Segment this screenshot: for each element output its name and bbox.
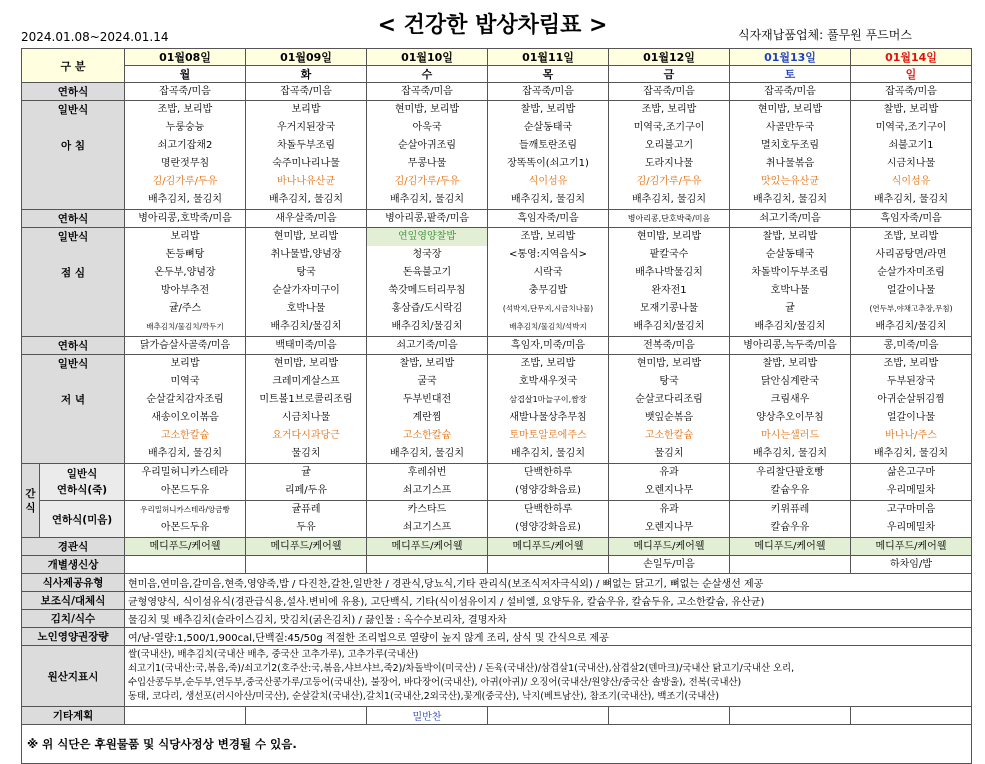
menu-cell: 흑임자죽/미음 xyxy=(851,210,972,228)
origin-text: 쌀(국내산), 배추김치(국내산 배추, 중국산 고추가루), 고추가루(국내산) 쇠고기1(국내산:국,볶음,죽)/쇠고기2(호주산:국,볶음,샤브샤브,죽2)/차돌박이(미국산) / 돈육(국내산)/삼겹살1(국내산),삼겹살2(덴마크)/국내산 닭고기/국내산 오리, 수입산콩두부,순두부,연두부,중국산콩가루/고등어(국내산), 불장어, 바다장어(국내산), 아귀(아귀)/ 오징어(국내산/원양산/중국산 솔방울), 전복(국내산) 동태, 코다리, 생선포(러시아산/미국산), 순살갈치(국내산),갈치1(국내산,2외국산),꽃게(중국산), 낙지(베트남산), 참조기(국내산), 백조기(국내산) xyxy=(125,646,972,707)
date-cell-saturday: 01월13일 xyxy=(730,49,851,66)
menu-cell: 잡곡죽/미음 xyxy=(246,83,367,101)
menu-cell: 현미밥, 보리밥 사골만두국 멸치호두조림 취나물볶음 맛있는유산균 배추김치, 물김치 xyxy=(730,101,851,210)
weekday-cell: 수 xyxy=(367,66,488,83)
menu-cell: 쇠고기죽/미음 xyxy=(730,210,851,228)
menu-cell: 흑임자죽/미음 xyxy=(488,210,609,228)
menu-cell xyxy=(367,556,488,574)
menu-cell: 닭가슴살사골죽/미음 xyxy=(125,337,246,355)
enteral-row xyxy=(22,538,972,556)
menu-cell: 쇠고기죽/미음 xyxy=(367,337,488,355)
row-label: 연하식 xyxy=(22,83,125,101)
dinner-soft-row xyxy=(22,337,972,355)
plan-cell xyxy=(488,707,609,725)
page-title: < 건강한 밥상차림표 > xyxy=(377,13,608,38)
menu-cell: 유과 오렌지나무 xyxy=(609,464,730,501)
menu-cell: 조밥, 보리밥 <통영:지역음식> 시락국 충무김밥 (석박지,단무지,시금치나물) 배추김치/물김치/석박지 xyxy=(488,228,609,337)
breakfast-row xyxy=(22,101,972,210)
row-label: 기타계획 xyxy=(22,707,125,725)
menu-cell: 고구마미음 우리메밀차 xyxy=(851,501,972,538)
menu-cell: 찰밥, 보리밥 미역국,조기구이 쇠불고기1 시금치나물 식이섬유 배추김치, 물김치 xyxy=(851,101,972,210)
info-text: 여/남-열량:1,500/1,900cal,단백질:45/50g 적절한 조리법으로 열량이 높지 않게 조리, 삼식 및 간식으로 제공 xyxy=(125,628,972,646)
menu-cell: 백태미죽/미음 xyxy=(246,337,367,355)
weekday-cell-saturday: 토 xyxy=(730,66,851,83)
menu-cell: 콩,미죽/미음 xyxy=(851,337,972,355)
meal-label: 점 심 xyxy=(61,267,85,279)
menu-cell: 찰밥, 보리밥 순살동태국 들깨토란조림 장똑똑이(쇠고기1) 식이섬유 배추김치, 물김치 xyxy=(488,101,609,210)
menu-cell: 연잎영양찰밥 청국장 돈육불고기 쑥갓메드터리무침 홍삼즙/도시락김 배추김치/물김치 xyxy=(367,228,488,337)
menu-cell: 하차임/밥 xyxy=(851,556,972,574)
menu-cell: 전복죽/미음 xyxy=(609,337,730,355)
menu-cell: 메디푸드/케어웰 xyxy=(125,538,246,556)
plan-cell xyxy=(125,707,246,725)
menu-cell: 단백한하루 (영양강화음료) xyxy=(488,464,609,501)
lunch-soft-row xyxy=(22,210,972,228)
menu-cell: 보리밥 돈등뼈탕 온두부,양념장 방아부추전 귤/주스 배추김치/물김치/깍두기 xyxy=(125,228,246,337)
row-label xyxy=(22,355,125,464)
row-label xyxy=(22,228,125,337)
menu-cell: 카스타드 쇠고기스프 xyxy=(367,501,488,538)
info-text: 현미음,연미음,갈미음,현죽,영양죽,밥 / 다진찬,갈찬,일반찬 / 경관식,당뇨식,기타 관리식(보조식저자극식외) / 뼈없는 닭고기, 뼈없는 순살생선 제공 xyxy=(125,574,972,592)
menu-cell: 메디푸드/케어웰 xyxy=(367,538,488,556)
plan-cell xyxy=(609,707,730,725)
menu-table xyxy=(21,48,972,764)
menu-cell: 현미밥, 보리밥 팥칼국수 배추나박물김치 완자전1 모재기콩나물 배추김치/물김치 xyxy=(609,228,730,337)
menu-cell: 병아리콩,녹두죽/미음 xyxy=(730,337,851,355)
breakfast-soft-row xyxy=(22,83,972,101)
menu-cell: 손일두/미음 xyxy=(609,556,730,574)
menu-cell: 조밥, 보리밥 누룽숭늉 쇠고기잡채2 명란젓무침 김/김가루/두유 배추김치, 물김치 xyxy=(125,101,246,210)
snack-label: 간식 xyxy=(22,464,40,538)
menu-cell: 잡곡죽/미음 xyxy=(125,83,246,101)
menu-cell: 병아리콩,단호박죽/미음 xyxy=(609,210,730,228)
snack-soft-row xyxy=(22,501,972,538)
menu-cell: 현미밥, 보리밥 탕국 순살코다리조림 뱃잎순볶음 고소한칼슘 물김치 xyxy=(609,355,730,464)
menu-cell: 잡곡죽/미음 xyxy=(367,83,488,101)
menu-cell: 키위퓨레 칼슘우유 xyxy=(730,501,851,538)
menu-cell: 잡곡죽/미음 xyxy=(609,83,730,101)
menu-cell: 메디푸드/케어웰 xyxy=(488,538,609,556)
menu-cell: 메디푸드/케어웰 xyxy=(851,538,972,556)
row-label: 노인영양권장량 xyxy=(22,628,125,646)
menu-cell: 현미밥, 보리밥 크레미게살스프 미트볼1브로콜리조림 시금치나물 요거다시과당근 물김치 xyxy=(246,355,367,464)
weekday-cell: 화 xyxy=(246,66,367,83)
row-label: 식사제공유형 xyxy=(22,574,125,592)
menu-cell: 잡곡죽/미음 xyxy=(730,83,851,101)
menu-cell: 새우살죽/미음 xyxy=(246,210,367,228)
lunch-row xyxy=(22,228,972,337)
row-label: 연하식(미음) xyxy=(40,501,125,538)
elderly-row xyxy=(22,628,972,646)
date-cell: 01월09일 xyxy=(246,49,367,66)
row-label: 연하식 xyxy=(22,210,125,228)
menu-cell: 찰밥, 보리밥 순살동태국 차돌박이두부조림 호박나물 귤 배추김치/물김치 xyxy=(730,228,851,337)
menu-cell: 삶은고구마 우리메밀차 xyxy=(851,464,972,501)
date-row xyxy=(22,49,972,66)
row-label: 보조식/대체식 xyxy=(22,592,125,610)
weekday-cell: 금 xyxy=(609,66,730,83)
menu-cell: 우리찰단팥호빵 칼슘우유 xyxy=(730,464,851,501)
menu-cell xyxy=(246,556,367,574)
date-range: 2024.01.08~2024.01.14 xyxy=(21,30,169,44)
category-header: 구 분 xyxy=(22,49,125,83)
date-cell: 01월11일 xyxy=(488,49,609,66)
regular-label: 일반식 xyxy=(57,231,89,243)
menu-cell: 우리밀허니카스테라/앙금빵 아몬드두유 xyxy=(125,501,246,538)
menu-cell xyxy=(125,556,246,574)
menu-cell: 메디푸드/케어웰 xyxy=(609,538,730,556)
supplements-row xyxy=(22,592,972,610)
row-label: 경관식 xyxy=(22,538,125,556)
row-label: 일반식 연하식(죽) xyxy=(40,464,125,501)
menu-cell: 흑임자,미죽/미음 xyxy=(488,337,609,355)
menu-cell: 병아리콩,호박죽/미음 xyxy=(125,210,246,228)
menu-cell: 잡곡죽/미음 xyxy=(488,83,609,101)
menu-cell: 단백한하루 (영양강화음료) xyxy=(488,501,609,538)
plan-cell xyxy=(730,707,851,725)
info-text: 균형영양식, 식이섬유식(경관급식용,설사.변비에 유용), 고단백식, 기타(식이섬유이지 / 설비엘, 요양두유, 칼슘우유, 칼슘두유, 고소한칼슘, 유산균) xyxy=(125,592,972,610)
footer-note: ※ 위 식단은 후원물품 및 식당사정상 변경될 수 있음. xyxy=(22,725,972,764)
origin-row xyxy=(22,646,972,707)
menu-cell: 후레쉬번 쇠고기스프 xyxy=(367,464,488,501)
menu-cell: 조밥, 보리밥 두부된장국 아귀순살튀김찜 얼갈이나물 바나나/주스 배추김치, 물김치 xyxy=(851,355,972,464)
menu-cell: 현미밥, 보리밥 아욱국 순살아귀조림 무콩나물 김/김가루/두유 배추김치, 물김치 xyxy=(367,101,488,210)
weekday-cell-sunday: 일 xyxy=(851,66,972,83)
date-cell: 01월12일 xyxy=(609,49,730,66)
personal-row xyxy=(22,556,972,574)
menu-cell: 찰밥, 보리밥 굴국 두부빈대전 계란찜 고소한칼슘 배추김치, 물김치 xyxy=(367,355,488,464)
meal-label: 아 침 xyxy=(61,140,85,152)
date-cell: 01월08일 xyxy=(125,49,246,66)
supplier-label: 식자재납품업체: 풀무원 푸드머스 xyxy=(738,28,912,42)
menu-cell: 귤 리페/두유 xyxy=(246,464,367,501)
weekday-cell: 월 xyxy=(125,66,246,83)
regular-label: 일반식 xyxy=(57,358,89,370)
row-label: 김치/식수 xyxy=(22,610,125,628)
menu-cell: 현미밥, 보리밥 취나물밥,양념장 탕국 순살가자미구이 호박나물 배추김치/물김치 xyxy=(246,228,367,337)
menu-cell: 병아리콩,팥죽/미음 xyxy=(367,210,488,228)
weekday-cell: 목 xyxy=(488,66,609,83)
weekday-row xyxy=(22,66,972,83)
meal-label: 저 녁 xyxy=(61,394,85,406)
menu-cell xyxy=(488,556,609,574)
plan-cell: 밀반찬 xyxy=(367,707,488,725)
menu-cell: 메디푸드/케어웰 xyxy=(730,538,851,556)
info-text: 물김치 및 배추김치(슬라이스김치, 맛김치(굵은김치) / 끓인물 : 옥수수보리차, 결명자차 xyxy=(125,610,972,628)
menu-cell: 조밥, 보리밥 호박새우젓국 삼겹살1마늘구이,쌈장 새발나물상추무침 토마토알로에주스 배추김치, 물김치 xyxy=(488,355,609,464)
date-cell: 01월10일 xyxy=(367,49,488,66)
menu-cell: 유과 오렌지나무 xyxy=(609,501,730,538)
dinner-row xyxy=(22,355,972,464)
row-label: 개별생신상 xyxy=(22,556,125,574)
regular-label: 일반식 xyxy=(57,104,89,116)
menu-cell xyxy=(730,556,851,574)
date-cell-sunday: 01월14일 xyxy=(851,49,972,66)
menu-cell: 우리밀허니카스테라 아몬드두유 xyxy=(125,464,246,501)
meal-types-row xyxy=(22,574,972,592)
row-label: 연하식 xyxy=(22,337,125,355)
snack-regular-row xyxy=(22,464,972,501)
footer-row xyxy=(22,725,972,764)
menu-cell: 보리밥 미역국 순살갈치감자조림 새송이오이볶음 고소한칼슘 배추김치, 물김치 xyxy=(125,355,246,464)
menu-cell: 찰밥, 보리밥 닭안심계란국 크림새우 양상추오이무침 마시는샐러드 배추김치, 물김치 xyxy=(730,355,851,464)
plan-cell xyxy=(851,707,972,725)
menu-cell: 잡곡죽/미음 xyxy=(851,83,972,101)
row-label xyxy=(22,101,125,210)
menu-cell: 조밥, 보리밥 사리곰탕면/라면 순살가자미조림 얼갈이나물 (연두부,야채고추장,무침) 배추김치/물김치 xyxy=(851,228,972,337)
kimchi-row xyxy=(22,610,972,628)
menu-cell: 조밥, 보리밥 미역국,조기구이 오리불고기 도라지나물 김/김가루/두유 배추김치, 물김치 xyxy=(609,101,730,210)
menu-cell: 귤퓨레 두유 xyxy=(246,501,367,538)
other-plan-row xyxy=(22,707,972,725)
plan-cell xyxy=(246,707,367,725)
menu-cell: 메디푸드/케어웰 xyxy=(246,538,367,556)
menu-cell: 보리밥 우거지된장국 차돌두부조림 숙주미나리나물 바나나유산균 배추김치, 물김치 xyxy=(246,101,367,210)
row-label: 원산지표시 xyxy=(22,646,125,707)
